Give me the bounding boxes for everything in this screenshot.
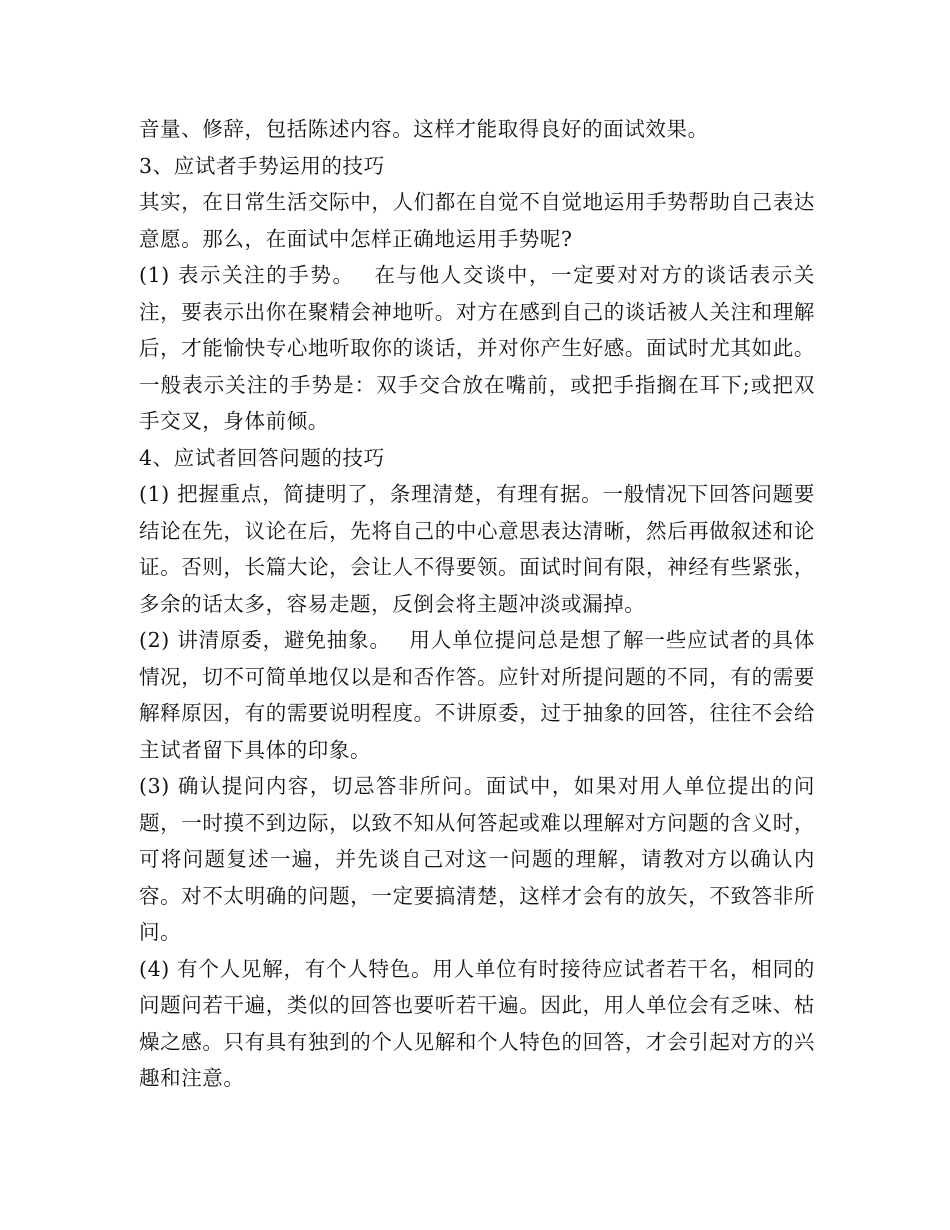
document-body xyxy=(139,111,815,1097)
section-heading-answering: 4、应试者回答问题的技巧 xyxy=(139,445,385,470)
paragraph-intro-continuation: 音量、修辞，包括陈述内容。这样才能取得良好的面试效果。 xyxy=(139,117,709,141)
paragraph-answer-focus: (1) 把握重点，简捷明了，条理清楚，有理有据。一般情况下回答问题要结论在先，议论在后，先将自己的中心意思表达清晰，然后再做叙述和论证。否则，长篇大论，会让人不得要领。面试时间有限，神经有些紧张，多余的话太多，容易走题，反倒会将主题冲淡或漏掉。 xyxy=(139,482,815,616)
paragraph-gesture-attention: (1) 表示关注的手势。 在与他人交谈中，一定要对对方的谈话表示关注，要表示出你在聚精会神地听。对方在感到自己的谈话被人关注和理解后，才能愉快专心地听取你的谈话，并对你产生好感。面试时尤其如此。一般表示关注的手势是：双手交合放在嘴前，或把手指搁在耳下;或把双手交叉，身体前倾。 xyxy=(139,263,815,433)
section-heading-gestures: 3、应试者手势运用的技巧 xyxy=(139,153,385,178)
paragraph-answer-opinion: (4) 有个人见解，有个人特色。用人单位有时接待应试者若干名，相同的问题问若干遍，类似的回答也要听若干遍。因此，用人单位会有乏味、枯燥之感。只有具有独到的个人见解和个人特色的回答，才会引起对方的兴趣和注意。 xyxy=(139,956,815,1090)
paragraph-answer-explain: (2) 讲清原委，避免抽象。 用人单位提问总是想了解一些应试者的具体情况，切不可简单地仅以是和否作答。应针对所提问题的不同，有的需要解释原因，有的需要说明程度。不讲原委，过于抽象的回答，往往不会给主试者留下具体的印象。 xyxy=(139,628,815,762)
paragraph-gestures-intro: 其实，在日常生活交际中，人们都在自觉不自觉地运用手势帮助自己表达意愿。那么，在面试中怎样正确地运用手势呢? xyxy=(139,190,815,251)
paragraph-answer-confirm: (3) 确认提问内容，切忌答非所问。面试中，如果对用人单位提出的问题，一时摸不到边际，以致不知从何答起或难以理解对方问题的含义时，可将问题复述一遍，并先谈自己对这一问题的理解，请教对方以确认内容。对不太明确的问题，一定要搞清楚，这样才会有的放矢，不致答非所问。 xyxy=(139,774,815,944)
